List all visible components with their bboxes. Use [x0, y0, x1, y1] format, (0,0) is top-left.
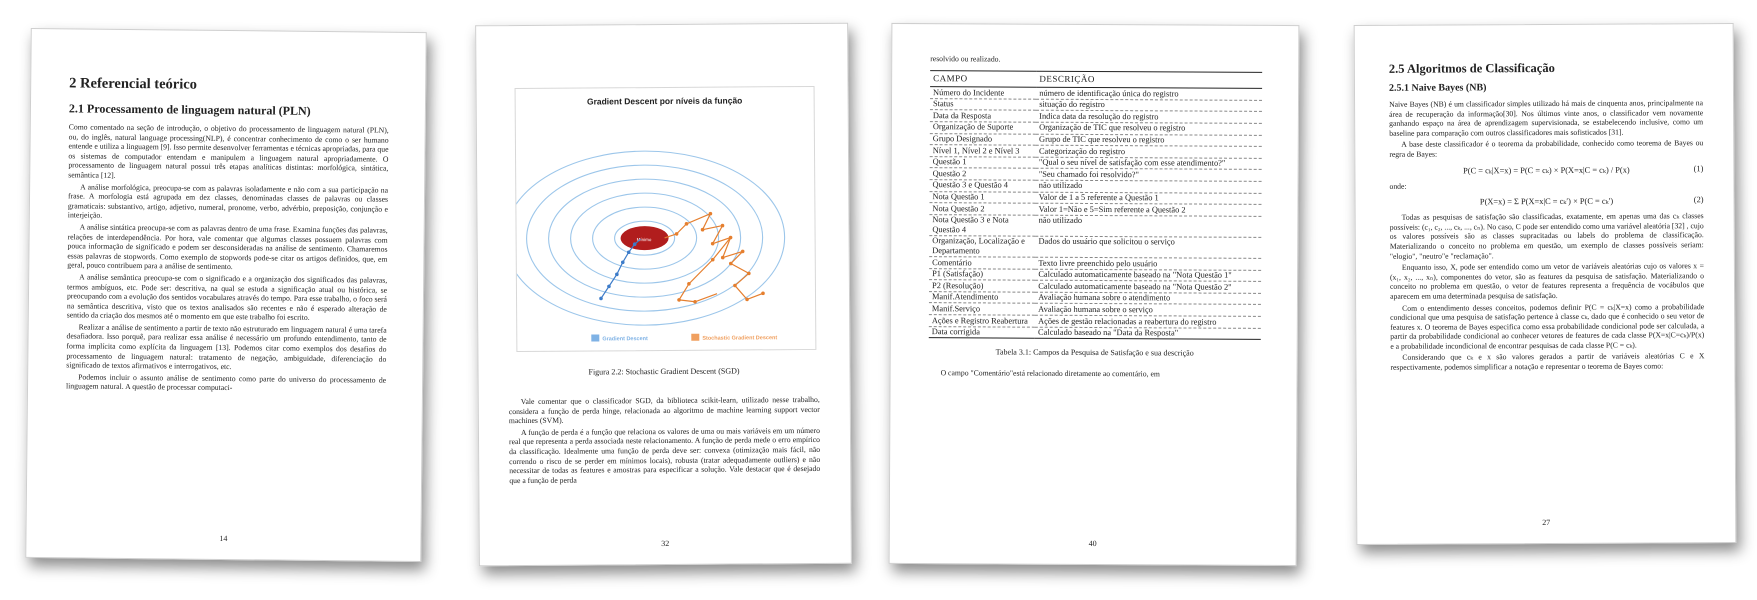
page-number: 32	[661, 538, 670, 549]
cell-campo: P1 (Satisfação)	[929, 268, 1035, 280]
page-number: 40	[1088, 538, 1097, 549]
sgd-point	[701, 228, 705, 232]
paragraph: A análise sintática preocupa-se com as palavras dentro de uma frase. Examina funções das palavras, relações de interdependência. Por hora, vale comentar que algumas classes possuem palavras com pouca informação de significado e podem ser desconsideradas na análise de sentimento. Chamaremos essas palavras de stopwords. Como exemplo de stopwords pode-se citar os artigos definidos, que, em geral, pouco contribuem para a análise de sentimento.	[67, 222, 388, 272]
paragraph: Vale comentar que o classificador SGD, da biblioteca scikit-learn, utilizado nesse trabalho, considera a função de perda hinge, relacionada ao algoritmo de machine learning support vector machines (SVM).	[508, 394, 820, 426]
paragraph: Naive Bayes (NB) é um classificador simples utilizado há mais de cinquenta anos, principalmente na área de recuperação da informação[30]. Nos últimos vinte anos, o classificador vem novamente ganhando espaço na área de aprendizagem supervisionada, se estabelecendo inclusive, como um baseline para comparação com outros classificadores mais sofisticados [31].	[1389, 98, 1704, 138]
legend-gd: Gradient Descent	[602, 336, 648, 343]
cell-descricao: Calculado automaticamente baseado na "Nota Questão 2"	[1035, 280, 1261, 293]
paragraph: Podemos incluir o assunto análise de sentimento como parte do universo do processamento de linguagem natural. A questão de processar computaci-	[65, 372, 387, 393]
cell-campo: Organização, Localização e Departamento	[929, 236, 1035, 258]
cell-descricao: Avaliação humana sobre o atendimento	[1035, 292, 1261, 305]
gd-point	[607, 285, 611, 289]
figure-gradient-descent	[515, 86, 817, 352]
sgd-point	[747, 272, 751, 276]
onde-label: onde:	[1389, 181, 1407, 191]
cell-campo: Ações e Registro Reabertura	[929, 315, 1035, 327]
paragraph: A função de perda é a função que relaciona os valores de uma ou mais variáveis em um número real que representa a perda associada neste relacionamento. A função de perda mede o erro empírico da classificação. Idealmente uma função de perda deve ser: convexa (otimização mais fácil, não correndo o risco de se perder em mínimos locais), robusta (tratar adequadamente outliers) e não necessitar de todas as features e amostras para especificar a solução. Vale destacar que é desejado que a função de perda	[508, 425, 821, 485]
section-title: 2.1 Processamento de linguagem natural (PLN)	[68, 101, 311, 118]
gd-point	[633, 242, 637, 246]
sgd-point	[677, 298, 681, 302]
cell-descricao: Texto livre preenchido pelo usuário	[1035, 257, 1261, 270]
cell-campo: Número do Incidente	[930, 87, 1036, 99]
cell-campo: Data da Resposta	[930, 110, 1036, 122]
page-27	[1354, 23, 1737, 545]
sgd-point	[675, 232, 679, 236]
legend-swatch-sgd	[691, 334, 699, 341]
figure-caption: Figura 2.2: Stochastic Gradient Descent (SGD)	[588, 366, 740, 377]
cell-campo: Manif.Atendimento	[929, 292, 1035, 304]
page-40	[889, 23, 1300, 566]
sgd-point	[745, 298, 749, 302]
gd-point	[627, 250, 631, 254]
equation-1	[1389, 164, 1703, 176]
sgd-point	[733, 284, 737, 288]
section-title: 2.5 Algoritmos de Classificação	[1388, 60, 1555, 76]
cell-campo: Organização de Suporte	[930, 122, 1036, 134]
cell-campo: Questão 3 e Questão 4	[930, 180, 1036, 192]
sgd-point	[687, 282, 691, 286]
gd-point	[615, 273, 619, 277]
cell-descricao: situação do registro	[1036, 99, 1262, 112]
cell-descricao: não utilizado	[1036, 180, 1262, 193]
figure-title: Gradient Descent por níveis da função	[586, 95, 743, 107]
table-row	[929, 326, 1261, 339]
paragraph: Com o entendimento desses conceitos, podemos definir P(C = cₖ|X=x) como a probabilidade condicional que uma pesquisa de satisfação pertence à classe cₖ, dado que é conhecido o seu vetor de features x. O teorema de Bayes especifica como essa probabilidade condicional pode ser calculada, a partir da probabilidade condicional ao conhecer vetores de features de cada classe P(X=x|C=cₖ)/P(x) e a probabilidade incondicional de encontrar pesquisas de cada classe P(C = cₖ).	[1390, 301, 1705, 351]
sgd-point	[709, 212, 713, 216]
cell-descricao: Avaliação humana sobre o serviço	[1035, 304, 1261, 317]
cell-campo: Nota Questão 3 e Nota Questão 4	[929, 214, 1035, 236]
equation-1-text: P(C = cₖ|X=x) = P(C = cₖ) × P(X=x|C = cₖ) / P(x)	[1463, 165, 1630, 175]
page-number: 14	[219, 533, 228, 544]
cell-descricao: Dados do usuário que solicitou o serviço	[1035, 236, 1261, 258]
cell-campo: Nota Questão 1	[929, 191, 1035, 203]
cell-campo: Grupo Designado	[930, 133, 1036, 145]
cell-campo: Manif.Serviço	[929, 303, 1035, 315]
sgd-point	[711, 242, 715, 246]
header-campo: CAMPO	[930, 70, 1036, 87]
cell-campo: Questão 1	[930, 156, 1036, 168]
gradient-descent-plot	[516, 87, 816, 351]
table-caption: Tabela 3.1: Campos da Pesquisa de Satisfação e sua descrição	[995, 347, 1194, 358]
cell-descricao: "Seu chamado foi resolvido?"	[1036, 169, 1262, 182]
sgd-point	[721, 256, 725, 260]
paragraph: Todas as pesquisas de satisfação são classificadas, exatamente, em apenas uma das cₖ classes possíveis: (c₁, c₂, ..., cₖ, ..., cₙ). No caso, C pode ser entendido como uma variável aleatória [32] , cujo os valores possíveis são as classes supracitadas ou labels do problema de classificação. Materializando o conceito no problema em questão, um exemplo de classes possíveis seriam: "elogio", "neutro"e "reclamação".	[1389, 211, 1704, 261]
paragraph: A análise semântica preocupa-se com o significado e a organização dos significados das palavras, termos ambíguos, etc. Pode ser: descritiva, na qual se estuda a significação atual ou histórica, se preocupando com a evolução dos sentidos vocabulares através do tempo. Para esse trabalho, o foco será na semântica descritiva, visto que os textos analisados são recentes e não é esperado alteração de sentido da criação dos mesmos até o momento em que este trabalho foi escrito.	[66, 272, 388, 323]
cell-descricao: Valor de 1 a 5 referente a Questão 1	[1036, 192, 1262, 205]
paragraph: Enquanto isso, X, pode ser entendido como um vetor de variáveis aleatórias cujo os valores x = (x₁, x₂, ..., xₙ), componentes do vetor, são as features da pesquisa de satisfação. Materializando o conceito no problema em questão, o vetor de features representa a frequência de vocábulos que aparecem em uma determinada pesquisa de satisfação.	[1389, 261, 1705, 301]
cell-campo: P2 (Resolução)	[929, 280, 1035, 292]
chapter-title: 2 Referencial teórico	[69, 75, 198, 93]
legend-swatch-gd	[591, 334, 599, 341]
bottom-text: O campo "Comentário"está relacionado diretamente ao comentário, em	[940, 368, 1160, 379]
sgd-point	[711, 258, 715, 262]
sgd-point	[729, 262, 733, 266]
minimum-label: Mínimo	[636, 237, 652, 243]
equation-1-number: (1)	[1693, 163, 1704, 173]
equation-2	[1390, 195, 1704, 207]
cell-descricao: Categorização do registro	[1036, 145, 1262, 158]
paragraph: Como comentado na seção de introdução, o objetivo do processamento de linguagem natural (PLN), ou, do inglês, natural language processing(NLP), é concentrar conhecimento de como o ser humano entende e utiliza a linguagem [9]. Isso permite desenvolver ferramentas e técnicas apropriadas, para que os sistemas de computador entendam e manipulem a linguagem natural apropriadamente. O processamento de linguagem natural possui três etapas analíticas distintas: morfológica, sintática, semântica [12].	[68, 122, 389, 180]
page-32	[475, 23, 852, 567]
equation-2-text: P(X=x) = Σ P(X=x|C = cₖ′) × P(C = cₖ′)	[1479, 196, 1614, 207]
header-descricao: DESCRIÇÃO	[1036, 71, 1262, 89]
page-number: 27	[1542, 517, 1551, 528]
cell-descricao: Indica data da resolução do registro	[1036, 111, 1262, 124]
cell-campo: Nível 1, Nível 2 e Nível 3	[930, 145, 1036, 157]
cell-descricao: Calculado automaticamente baseado na "Nota Questão 1"	[1035, 269, 1261, 282]
cell-descricao: Valor 1=Não e 5=Sim referente a Questão 2	[1036, 203, 1262, 216]
fields-table	[929, 70, 1262, 340]
gd-point	[621, 260, 625, 264]
cell-descricao: Organização de TIC que resolveu o registro	[1036, 122, 1262, 135]
cell-campo: Data corrigida	[929, 326, 1035, 338]
page-14	[25, 28, 427, 562]
cell-campo: Status	[930, 98, 1036, 110]
cell-descricao: "Qual o seu nível de satisfação com esse atendimento?"	[1036, 157, 1262, 170]
subsection-title: 2.5.1 Naive Bayes (NB)	[1388, 82, 1487, 94]
sgd-point	[729, 236, 733, 240]
cell-descricao: Calculado baseado na "Data da Resposta"	[1035, 327, 1261, 340]
sgd-path	[664, 213, 763, 300]
gd-point	[599, 297, 603, 301]
equation-2-number: (2)	[1693, 195, 1704, 205]
sgd-point	[761, 291, 765, 295]
cell-campo: Comentário	[929, 257, 1035, 269]
sgd-point	[693, 300, 697, 304]
paragraph: Considerando que cₖ e x são valores gerados a partir de variáveis aleatórias C e X respectivamente, podemos simplificar a notação e representar o teorema de Bayes como:	[1390, 351, 1705, 372]
legend-sgd: Stochastic Gradient Descent	[702, 335, 778, 342]
cell-campo: Questão 2	[930, 168, 1036, 180]
sgd-point	[721, 224, 725, 228]
paragraph: A análise morfológica, preocupa-se com as palavras isoladamente e não com a sua participação na frase. A morfologia está agrupada em dez classes, denominadas classes de palavras ou classes gramaticais: substantivo, artigo, adjetivo, numeral, pronome, verbo, advérbio, preposição, conjunção e interjeição.	[67, 182, 389, 221]
cell-campo: Nota Questão 2	[929, 203, 1035, 215]
paragraph: A base deste classificador é o teorema da probabilidade, conhecido como teorema de Bayes ou regra de Bayes:	[1389, 138, 1704, 159]
sgd-point	[685, 222, 689, 226]
cell-descricao: Grupo de TIC que resolveu o registro	[1036, 134, 1262, 147]
paragraph: Realizar a análise de sentimento a partir de texto não estruturado em linguagem natural é uma tarefa desafiadora. Isso porquê, para realizar essa análise é necessário um profundo entendimento, tanto de forma implícita como explícita da linguagem [13]. Podemos citar como exemplos dos desafios do processamento de linguagem natural: tratamento de negação, ambiguidade, diferenciação do significado de textos afirmativos e interrogativos, etc.	[66, 322, 387, 372]
cell-descricao: número de identificação única do registro	[1036, 87, 1262, 100]
cell-descricao: Ações de gestão relacionadas a reabertura do registro	[1035, 315, 1261, 328]
table-row	[929, 236, 1261, 259]
cell-descricao: não utilizado	[1036, 215, 1262, 237]
table-row	[929, 214, 1261, 237]
sgd-point	[741, 250, 745, 254]
top-text: resolvido ou realizado.	[930, 54, 1001, 64]
